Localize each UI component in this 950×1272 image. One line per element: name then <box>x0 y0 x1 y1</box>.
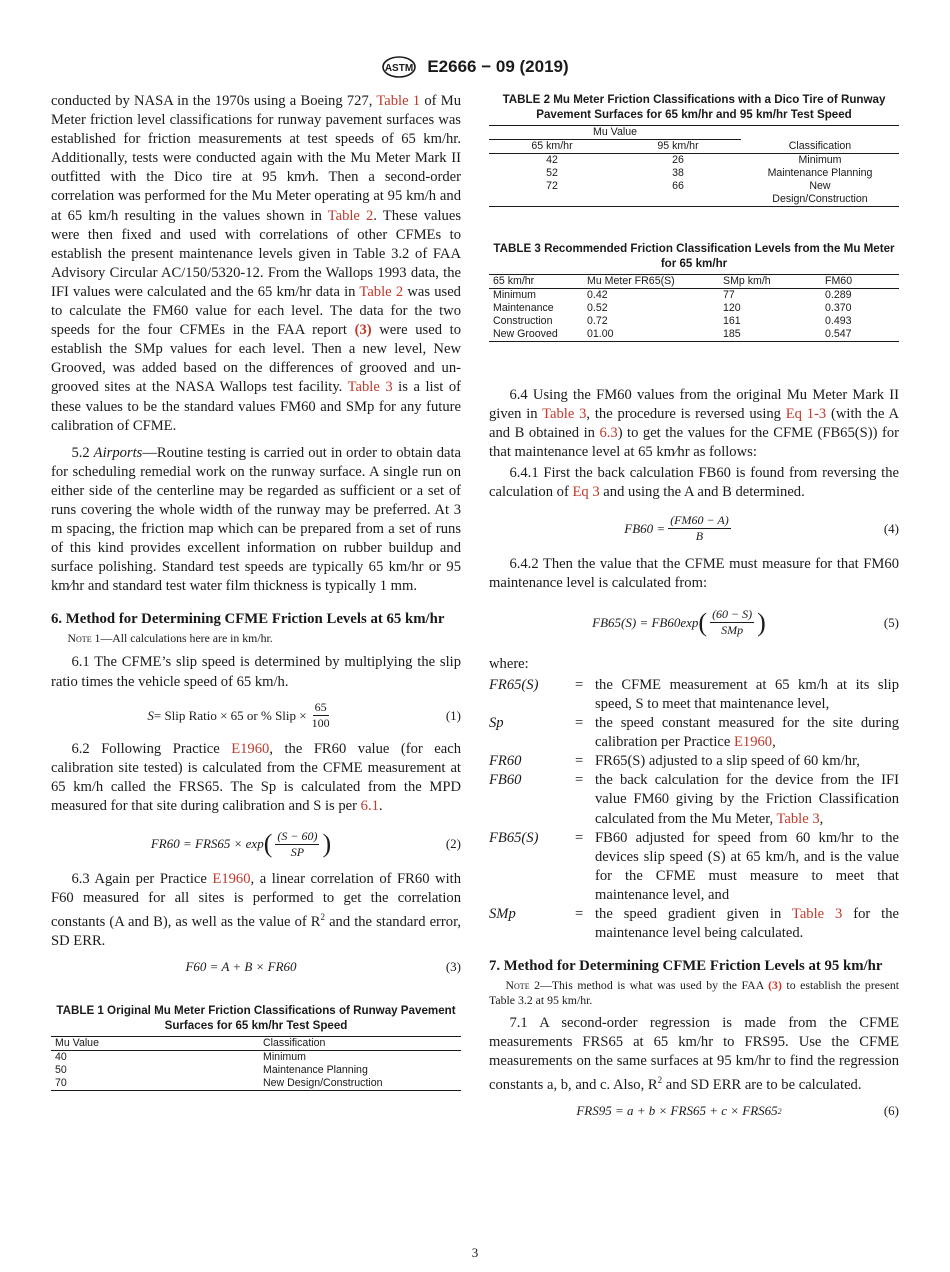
variable-definition: FB60 adjusted for speed from 60 km/hr to the devices slip speed (S) at 65 km/h, and is the value for the CFME must measure to meet that maintenance level, and <box>595 829 899 903</box>
link-section-6-1[interactable]: 6.1 <box>360 797 379 814</box>
table-header: SMp km/h <box>723 275 771 287</box>
table-header: Classification <box>788 140 852 152</box>
link-table-3[interactable]: Table 3 <box>347 379 393 396</box>
table-row: 72 66 New Design/Construction <box>489 180 899 207</box>
page-number: 3 <box>471 1245 479 1260</box>
page-header <box>0 56 950 78</box>
variable-definition: the CFME measurement at 65 km/h at its slip speed, S to meet that maintenance level, <box>595 676 899 712</box>
link-eq-1-3[interactable]: Eq 1-3 <box>785 406 827 423</box>
table-row: Maintenance 0.52 120 0.370 <box>493 302 852 314</box>
link-e1960[interactable]: E1960 <box>231 740 270 757</box>
table-2 <box>489 125 899 207</box>
table-3 <box>489 274 899 342</box>
link-table-2[interactable]: Table 2 <box>359 283 404 300</box>
link-ref-3[interactable]: (3) <box>354 322 372 339</box>
where-label: where: <box>489 655 529 672</box>
table-row: 50 Maintenance Planning <box>55 1064 368 1077</box>
equation-1: S = Slip Ratio × 65 or % Slip × $\frac{65}{100}$ (1) <box>147 700 461 731</box>
link-table-1[interactable]: Table 1 <box>376 93 421 109</box>
equation-number: (6) <box>883 1103 899 1119</box>
link-table-3[interactable]: Table 3 <box>776 810 820 827</box>
table-row: 40 Minimum <box>55 1051 306 1064</box>
link-table-3[interactable]: Table 3 <box>791 905 843 922</box>
table-header: 95 km/hr <box>657 140 699 152</box>
equation-number: (2) <box>445 836 461 851</box>
equation-4: FB60 = $\frac{(FM60 - A)}{B}$ (4) <box>624 513 899 544</box>
section-6-heading: 6. Method for Determining CFME Friction Levels at 65 km/hr <box>51 611 445 628</box>
equation-6: FRS95 = a + b × FRS65 + c × FRS65 2 (6) <box>576 1103 899 1119</box>
table-header: 65 km/hr <box>531 140 573 152</box>
note-1: Note 1—All calculations here are in km/hr. <box>67 631 273 646</box>
equation-3: F60 = A + B × FR60 (3) <box>185 959 461 975</box>
table-header: FM60 <box>825 275 853 287</box>
link-eq-3[interactable]: Eq 3 <box>572 484 600 501</box>
paragraph-6-3: 6.3 Again per Practice E1960, a linear correlation of FR60 with F60 measured for all sites is performed to get the correlation constants (A and B), as well as the value of $R^2$ and the standard error, SD ERR. <box>51 871 462 950</box>
table-row: New Grooved 01.00 185 0.547 <box>489 328 899 342</box>
variable-definitions: FR65(S) = the CFME measurement at 65 km/h at its slip speed, S to meet that maintenance level, Sp = the speed constant measured for the site during calibration per Practice E1960, FR60 = FR65(S) adjusted to a slip speed of 60 km/hr, FB60 = the back calculation for the device from the IFI value FM60 giving by the Friction Classification calculated from the Mu Meter, Table 3, FB65(S) = FB60 adjusted for speed from 60 km/hr to the devices slip speed (S) at 65 km/h, and is the value for the CFME must measure to meet that maintenance level, and SMp = the speed gradient given in Table 3 for the maintenance level being calculated. <box>489 676 899 943</box>
astm-logo-icon <box>381 56 417 78</box>
table-group-header: Mu Value <box>489 126 741 140</box>
equation-number: (3) <box>445 959 461 975</box>
section-7-heading: 7. Method for Determining CFME Friction Levels at 95 km/hr <box>489 958 883 975</box>
variable-definition: the back calculation for the device from the IFI value FM60 giving by the Friction Classification calculated from the Mu Meter, Table 3, <box>595 772 899 827</box>
table-row: 52 38 Maintenance Planning <box>546 167 873 179</box>
equation-number: (1) <box>445 707 461 723</box>
left-column <box>51 92 461 1091</box>
link-e1960[interactable]: E1960 <box>733 734 773 751</box>
table-row: Minimum 0.42 77 0.289 <box>493 289 852 301</box>
table-header: Classification <box>263 1037 326 1050</box>
paragraph-6-4: 6.4 Using the FM60 values from the original Mu Meter Mark II given in Table 3, the procedure is reversed using Eq 1-3 (with the A and B obtained in 6.3) to get the values for the CFME (FB65(S)) for that maintenance level at 65 km⁄hr as follows: <box>489 387 899 461</box>
paragraph-6-4-2: 6.4.2 Then the value that the CFME must measure for that FM60 maintenance level is calculated from: <box>489 555 899 591</box>
paragraph-5-1-continued: conducted by NASA in the 1970s using a Boeing 727, Table 1 of Mu Meter friction level classifications for runway pavement surfaces was established for friction measurements at test speeds of 65 km/hr. Additionally, tests were conducted again with the Mu Meter Mark II outfitted with the Dico tire at 95 km⁄h. Then a second-order correlation was performed for the Mu Meter operating at 95 km/h and at 65 km/h resulting in the values shown in Table 2. These values were then fixed and used with correlations of other CFMEs to establish the present maintenance levels given in Table 3.2 of FAA Advisory Circular AC/150/5320-12. From the Wallops 1993 data, the IFI values were calculated and the 65 km/hr data in Table 2 was used to calculate the FM60 value for each level. The data for the two speeds for the four CFMEs in the FAA report (3) were used to establish the SMp values for each level. Then a new level, New Grooved, was added based on the differences of grooved and un-grooved sites at the NASA Wallops test facility. Table 3 is a list of these values to be the standard values FM60 and SMp for any future calibration of CFME. <box>51 93 462 434</box>
variable-term: FR60 <box>489 753 522 770</box>
variable-term: SMp <box>489 905 516 922</box>
table-1-caption: TABLE 1 Original Mu Meter Friction Classifications of Runway Pavement Surfaces for 65 km/hr Test Speed <box>56 1004 456 1033</box>
variable-term: FR65(S) <box>489 676 539 693</box>
variable-definition: FR65(S) adjusted to a slip speed of 60 km/hr, <box>595 753 860 770</box>
paragraph-6-1: 6.1 The CFME’s slip speed is determined by multiplying the slip ratio times the vehicle speed of 65 km/h. <box>51 654 461 690</box>
table-row: 70 New Design/Construction <box>51 1077 461 1091</box>
table-header: 65 km/hr <box>493 275 535 287</box>
document-designation: E2666 − 09 (2019) <box>427 57 569 76</box>
svg-text:ASTM: ASTM <box>385 63 414 74</box>
table-1 <box>51 1036 461 1091</box>
variable-definition: the speed constant measured for the site during calibration per Practice E1960, <box>595 715 899 751</box>
link-ref-3[interactable]: (3) <box>768 978 782 993</box>
table-header: Mu Meter FR65(S) <box>587 275 675 287</box>
table-3-caption: TABLE 3 Recommended Friction Classification Levels from the Mu Meter for 65 km/hr <box>493 242 895 270</box>
variable-term: FB60 <box>489 772 522 789</box>
link-table-2[interactable]: Table 2 <box>327 207 374 224</box>
variable-definition: the speed gradient given in Table 3 for the maintenance level being calculated. <box>595 905 899 942</box>
equation-2: FR60 = FRS65 × exp ( $\frac{(S - 60)}{SP}$ ) (2) <box>150 828 461 859</box>
link-table-3[interactable]: Table 3 <box>542 406 587 423</box>
right-column <box>489 92 899 1123</box>
equation-number: (5) <box>883 614 899 630</box>
paragraph-6-2: 6.2 Following Practice E1960, the FR60 value (for each calibration site tested) is calculated from the CFME measurement at 65 km/h called the FRS65. The Sp is calculated from the MPD measured for that site during calibration and S is per 6.1. <box>51 740 461 814</box>
paragraph-7-1: 7.1 A second-order regression is made from the CFME measurements FRS65 at 65 km/hr to FRS95. Use the CFME measurements on the same surfaces at 95 km/hr to find the regression constants a, b, and c. Also, $R^2$ and SD ERR are to be calculated. <box>489 1015 899 1094</box>
table-2-caption: TABLE 2 Mu Meter Friction Classifications with a Dico Tire of Runway Pavement Surfaces for 65 km/hr and 95 km/hr Test Speed <box>502 93 886 121</box>
note-2: Note 2—This method is what was used by the FAA (3) to establish the present Table 3.2 at 95 km/hr. <box>489 978 899 1008</box>
paragraph-6-4-1: 6.4.1 First the back calculation FB60 is found from reversing the calculation of Eq 3 and using the A and B determined. <box>489 465 899 501</box>
paragraph-5-2: 5.2 Airports—Routine testing is carried out in order to obtain data for scheduling remedial work on the runway surface. A single run on either side of the centerline may be regarded as sufficient or a set of runs covering the whole width of the runway may be preferred. At 3 m spacing, the friction map which can be prepared from a set of runs of this kind provides excellent information on rubber buildup and surface polishing. Standard test speeds are typically 65 km/hr or 95 km⁄hr and standard test water film thickness is typically 1 mm. <box>51 444 462 595</box>
equation-number: (4) <box>883 520 899 536</box>
equation-5: FB65(S) = FB60exp ( $\frac{(60 - S)}{\text{SMp}}$ ) (5) <box>592 607 899 638</box>
variable-term: FB65(S) <box>489 829 539 846</box>
table-header: Mu Value <box>55 1037 99 1050</box>
link-e1960[interactable]: E1960 <box>212 871 251 887</box>
variable-term: Sp <box>489 715 504 732</box>
table-row: 42 26 Minimum <box>546 154 842 166</box>
link-section-6-3[interactable]: 6.3 <box>599 425 618 442</box>
table-row: Construction 0.72 161 0.493 <box>493 315 852 327</box>
